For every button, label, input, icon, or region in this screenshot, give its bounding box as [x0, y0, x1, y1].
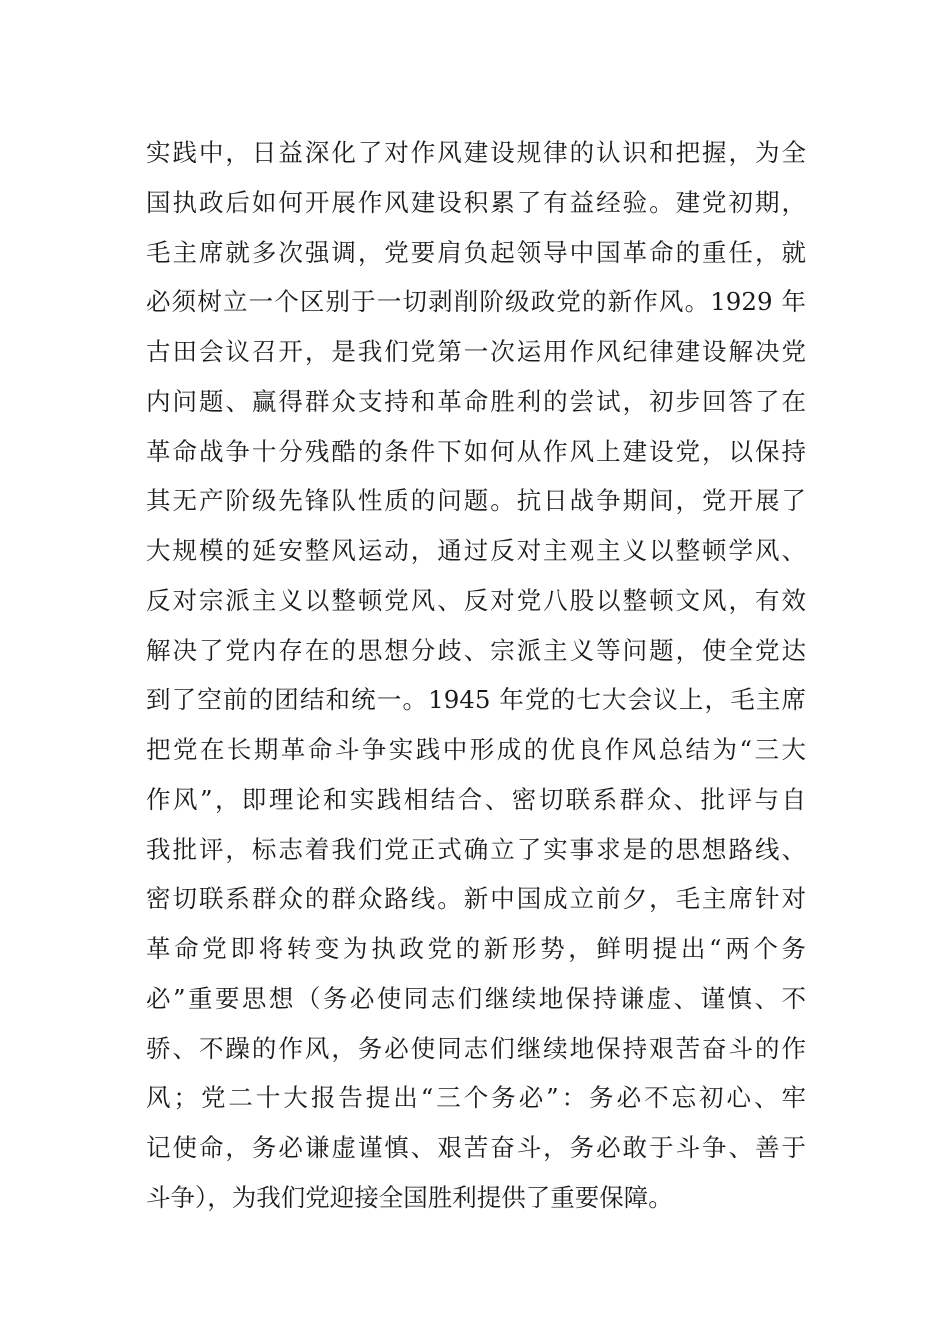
text-line: 毛主席就多次强调，党要肩负起领导中国革命的重任，就: [146, 237, 806, 267]
text-line: 风；党二十大报告提出“三个务必”：务必不忘初心、牢: [146, 1083, 806, 1113]
text-line: 内问题、赢得群众支持和革命胜利的尝试，初步回答了在: [146, 386, 806, 416]
text-line: 我批评，标志着我们党正式确立了实事求是的思想路线、: [146, 834, 806, 864]
text-line: 国执政后如何开展作风建设积累了有益经验。建党初期，: [146, 187, 806, 217]
text-line: 作风”，即理论和实践相结合、密切联系群众、批评与自: [146, 784, 806, 814]
text-line: 把党在长期革命斗争实践中形成的优良作风总结为“三大: [146, 735, 806, 764]
text-line: 骄、不躁的作风，务必使同志们继续地保持艰苦奋斗的作: [146, 1033, 806, 1063]
text-line: 革命战争十分残酷的条件下如何从作风上建设党，以保持: [146, 436, 806, 466]
text-line: 记使命，务必谦虚谨慎、艰苦奋斗，务必敢于斗争、善于: [146, 1133, 806, 1162]
text-line: 大规模的延安整风运动，通过反对主观主义以整顿学风、: [146, 536, 806, 565]
text-line: 到了空前的团结和统一。1945 年党的七大会议上，毛主席: [146, 685, 806, 715]
text-line: 必须树立一个区别于一切剥削阶级政党的新作风。1929 年: [146, 287, 806, 317]
text-line: 斗争），为我们党迎接全国胜利提供了重要保障。: [146, 1182, 673, 1212]
text-line: 密切联系群众的群众路线。新中国成立前夕，毛主席针对: [146, 884, 806, 914]
text-line: 必”重要思想（务必使同志们继续地保持谦虚、谨慎、不: [146, 983, 806, 1013]
text-line: 其无产阶级先锋队性质的问题。抗日战争期间，党开展了: [146, 486, 806, 516]
text-line: 古田会议召开，是我们党第一次运用作风纪律建设解决党: [146, 337, 806, 366]
text-line: 革命党即将转变为执政党的新形势，鲜明提出“两个务: [146, 934, 806, 963]
body-paragraph: [146, 128, 806, 1223]
text-line: 解决了党内存在的思想分歧、宗派主义等问题，使全党达: [146, 635, 806, 665]
text-line: 反对宗派主义以整顿党风、反对党八股以整顿文风，有效: [146, 585, 806, 615]
text-line: 实践中，日益深化了对作风建设规律的认识和把握，为全: [146, 138, 806, 167]
